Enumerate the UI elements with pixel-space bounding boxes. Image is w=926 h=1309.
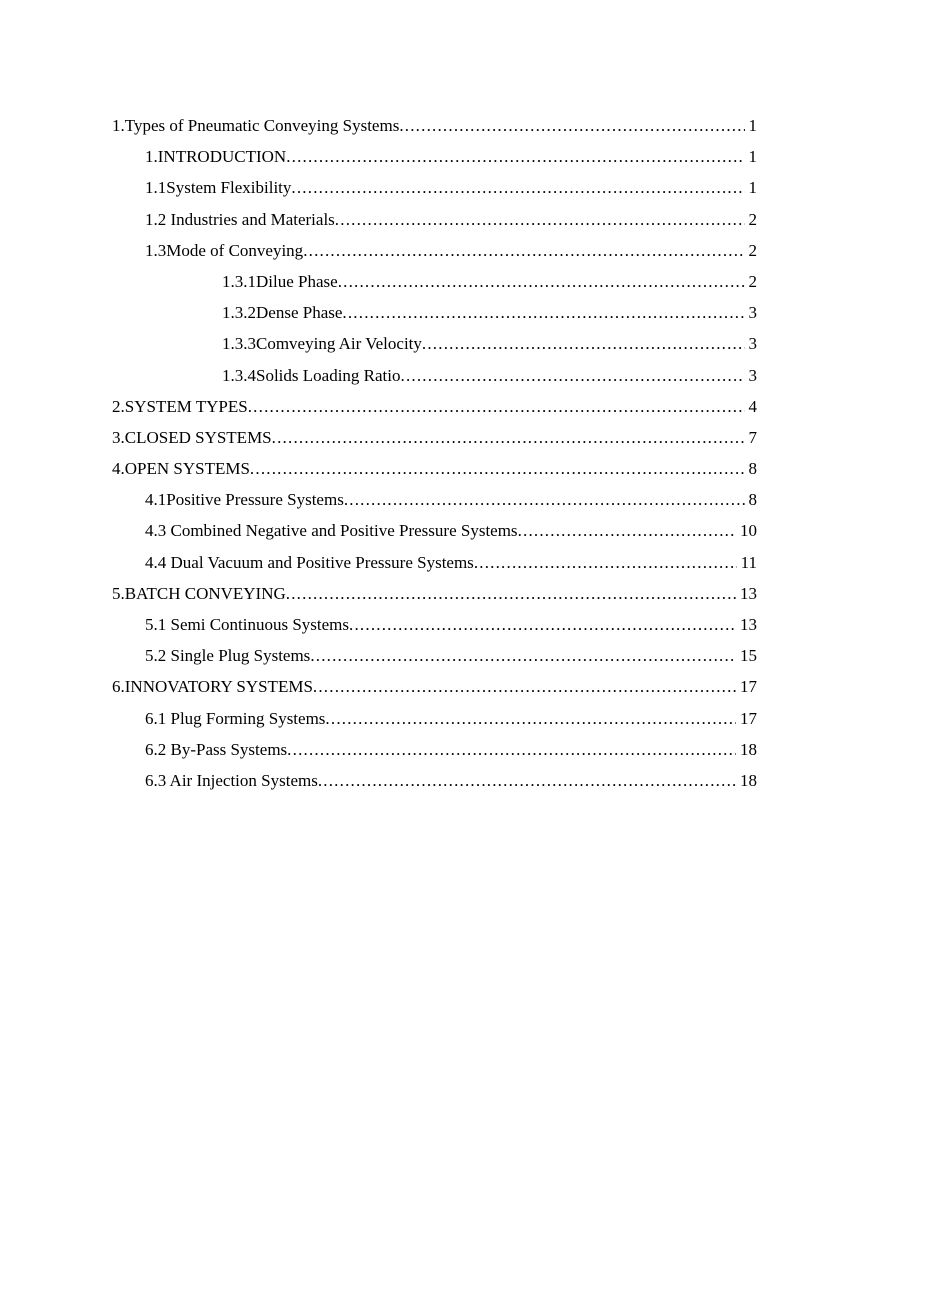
toc-entry[interactable] [222,266,757,297]
toc-entry[interactable] [112,391,757,422]
dot-leader [272,422,745,453]
dot-leader [344,484,745,515]
toc-entry[interactable] [145,765,757,796]
toc-entry-page-number: 3 [748,303,757,323]
dot-leader [303,235,744,266]
toc-entry-label: 1.Types of Pneumatic Conveying Systems [112,116,400,135]
dot-leader [422,328,745,359]
toc-entry-page-number: 1 [748,178,757,198]
toc-entry-label: 1.3.2Dense Phase [222,303,343,323]
toc-entry[interactable] [145,204,757,235]
toc-entry-page-number: 17 [740,708,757,728]
toc-entry-label: 1.2 Industries and Materials [145,209,335,229]
dot-leader [325,703,736,734]
toc-entry-page-number: 3 [748,334,757,354]
toc-entry-label: 1.3.3Comveying Air Velocity [222,334,422,354]
toc-entry[interactable] [112,671,757,702]
toc-entry-label: 1.3Mode of Conveying [145,240,304,260]
dot-leader [313,671,736,702]
toc-entry[interactable] [145,235,757,266]
toc-entry-label: 1.3.4Solids Loading Ratio [222,365,401,385]
toc-entry-label: 1.3.1Dilue Phase [222,271,338,291]
toc-entry[interactable] [222,297,757,328]
toc-entry-page-number: 2 [748,240,757,260]
toc-entry-label: 4.4 Dual Vacuum and Positive Pressure Systems [145,552,474,572]
toc-entry-page-number: 17 [740,677,757,697]
toc-entry[interactable] [145,609,757,640]
dot-leader [286,578,736,609]
toc-entry[interactable] [222,360,757,391]
toc-entry[interactable] [145,172,757,203]
toc-entry-label: 4.3 Combined Negative and Positive Pressure Systems [145,521,518,541]
toc-entry-label: 4.1Positive Pressure Systems [145,490,344,510]
dot-leader [342,297,744,328]
toc-entry-page-number: 10 [740,521,757,541]
dot-leader [286,141,744,172]
dot-leader [401,360,745,391]
dot-leader [248,391,745,422]
toc-entry[interactable] [112,453,757,484]
dot-leader [250,453,745,484]
dot-leader [291,172,744,203]
toc-entry[interactable] [145,141,757,172]
dot-leader [287,734,736,765]
toc-entry-page-number: 8 [748,459,757,479]
toc-entry-page-number: 15 [740,646,757,666]
toc-entry-page-number: 13 [740,615,757,634]
toc-entry[interactable] [145,515,757,546]
toc-entry-label: 6.2 By-Pass Systems [145,739,288,759]
toc-entry[interactable] [112,110,757,141]
dot-leader [335,204,745,235]
toc-entry-page-number: 4 [748,396,757,416]
dot-leader [349,609,736,640]
toc-entry-label: 5.BATCH CONVEYING [112,583,286,603]
toc-entry-page-number: 1 [748,116,757,135]
toc-entry[interactable] [145,703,757,734]
toc-entry[interactable] [112,422,757,453]
table-of-contents [0,110,926,796]
dot-leader [310,640,736,671]
toc-entry-label: 5.1 Semi Continuous Systems [145,615,350,634]
dot-leader [474,547,737,578]
toc-entry-page-number: 18 [740,770,757,790]
toc-entry-label: 6.3 Air Injection Systems [145,770,318,790]
toc-entry[interactable] [145,547,757,578]
toc-entry-label: 1.1System Flexibility [145,178,292,198]
toc-entry[interactable] [145,640,757,671]
toc-entry-page-number: 3 [748,365,757,385]
toc-entry-label: 4.OPEN SYSTEMS [112,459,250,479]
toc-entry[interactable] [112,578,757,609]
toc-entry-page-number: 7 [748,427,757,447]
toc-entry-page-number: 18 [740,739,757,759]
dot-leader [518,515,736,546]
dot-leader [338,266,745,297]
toc-entry[interactable] [145,484,757,515]
toc-entry-label: 3.CLOSED SYSTEMS [112,427,272,447]
toc-entry-label: 2.SYSTEM TYPES [112,396,248,416]
toc-entry[interactable] [145,734,757,765]
toc-entry[interactable] [222,328,757,359]
toc-entry-page-number: 2 [748,271,757,291]
toc-entry-page-number: 2 [748,209,757,229]
toc-entry-label: 6.1 Plug Forming Systems [145,708,326,728]
toc-entry-label: 5.2 Single Plug Systems [145,646,311,666]
toc-entry-label: 6.INNOVATORY SYSTEMS [112,677,313,697]
dot-leader [399,110,744,141]
toc-entry-page-number: 1 [748,147,757,167]
dot-leader [318,765,736,796]
toc-entry-label: 1.INTRODUCTION [145,147,287,167]
toc-entry-page-number: 8 [748,490,757,510]
toc-entry-page-number: 11 [740,552,757,572]
toc-entry-page-number: 13 [740,583,757,603]
